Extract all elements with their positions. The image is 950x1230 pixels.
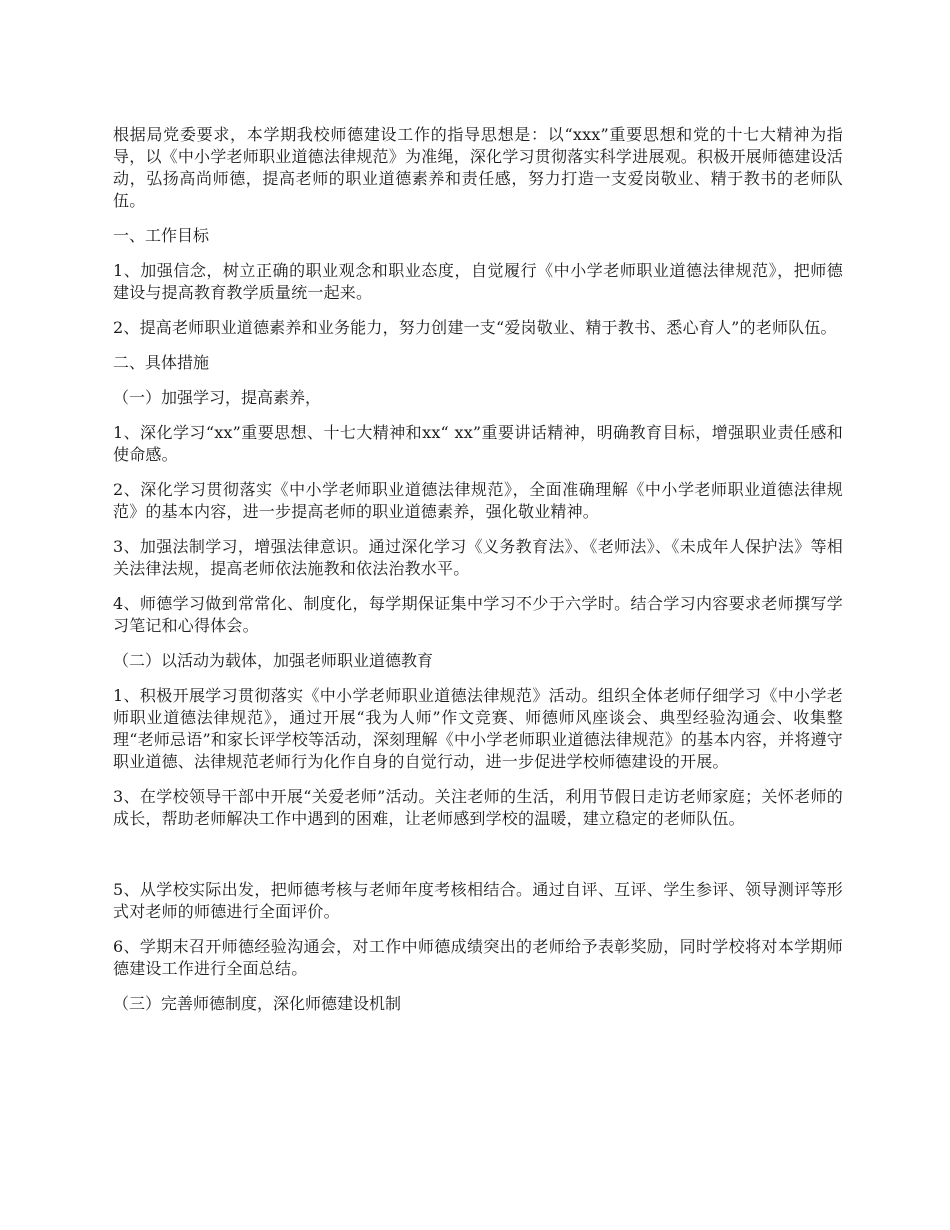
guiding-thought-paragraph: 根据局党委要求，本学期我校师德建设工作的指导思想是：以“xxx”重要思想和党的十七大精神为指导，以《中小学老师职业道德法律规范》为准绳，深化学习贯彻落实科学进展观。积极开展师德建设活动，弘扬高尚师德，提高老师的职业道德素养和责任感，努力打造一支爱岗敬业、精于教书的老师队伍。	[113, 125, 843, 210]
subsection-heading-activities: （二）以活动为载体，加强老师职业道德教育	[113, 651, 434, 670]
section-heading-work-goals: 一、工作目标	[113, 226, 210, 245]
blank-gap	[113, 843, 843, 879]
subsection-heading-study: （一）加强学习，提高素养，	[113, 388, 322, 407]
goal-item-2: 2、提高老师职业道德素养和业务能力，努力创建一支“爱岗敬业、精于教书、悉心育人”的老师队伍。	[113, 318, 837, 337]
section-heading-measures: 二、具体措施	[113, 353, 210, 372]
document-page	[113, 124, 843, 1028]
study-item-1: 1、深化学习“xx”重要思想、十七大精神和xx“ xx”重要讲话精神，明确教育目标，增强职业责任感和使命感。	[113, 423, 843, 464]
activity-item-5: 5、从学校实际出发，把师德考核与老师年度考核相结合。通过自评、互评、学生参评、领导测评等形式对老师的师德进行全面评价。	[113, 880, 843, 921]
activity-item-3: 3、在学校领导干部中开展“关爱老师”活动。关注老师的生活，利用节假日走访老师家庭；关怀老师的成长，帮助老师解决工作中遇到的困难，让老师感到学校的温暖，建立稳定的老师队伍。	[113, 787, 843, 828]
activity-item-6: 6、学期末召开师德经验沟通会，对工作中师德成绩突出的老师给予表彰奖励，同时学校将对本学期师德建设工作进行全面总结。	[113, 937, 843, 978]
subsection-heading-system: （三）完善师德制度，深化师德建设机制	[113, 994, 402, 1013]
study-item-4: 4、师德学习做到常常化、制度化，每学期保证集中学习不少于六学时。结合学习内容要求老师撰写学习笔记和心得体会。	[113, 594, 843, 635]
activity-item-1: 1、积极开展学习贯彻落实《中小学老师职业道德法律规范》活动。组织全体老师仔细学习《中小学老师职业道德法律规范》，通过开展“我为人师”作文竞赛、师德师风座谈会、典型经验沟通会、收集整理“老师忌语”和家长评学校等活动，深刻理解《中小学老师职业道德法律规范》的基本内容，并将遵守职业道德、法律规范老师行为化作自身的自觉行动，进一步促进学校师德建设的开展。	[113, 686, 843, 771]
study-item-2: 2、深化学习贯彻落实《中小学老师职业道德法律规范》，全面准确理解《中小学老师职业道德法律规范》的基本内容，进一步提高老师的职业道德素养，强化敬业精神。	[113, 480, 843, 521]
study-item-3: 3、加强法制学习，增强法律意识。通过深化学习《义务教育法》、《老师法》、《未成年人保护法》等相关法律法规，提高老师依法施教和依法治教水平。	[113, 537, 843, 578]
goal-item-1: 1、加强信念，树立正确的职业观念和职业态度，自觉履行《中小学老师职业道德法律规范》，把师德建设与提高教育教学质量统一起来。	[113, 261, 843, 302]
